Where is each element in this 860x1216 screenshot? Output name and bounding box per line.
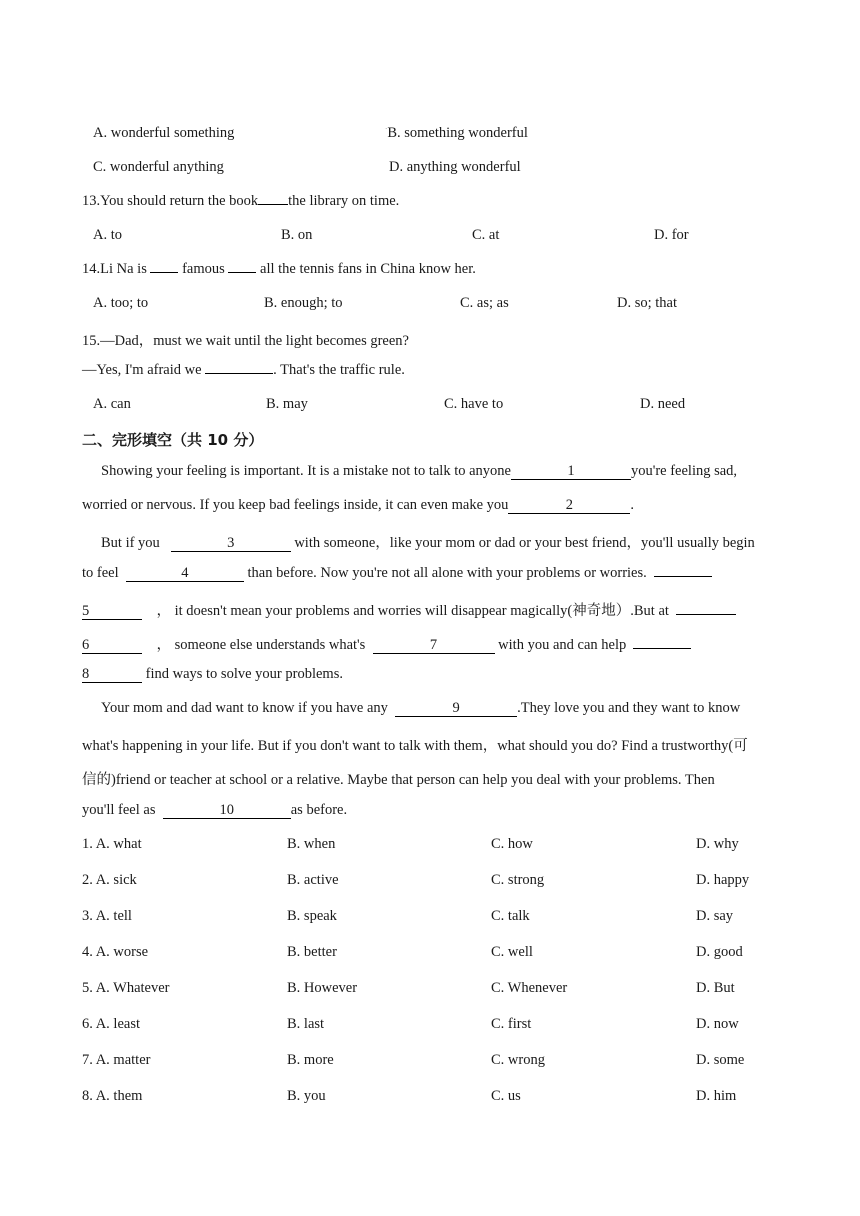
- q14-stem: [82, 261, 476, 278]
- cloze-option-2-a: 2. A. sick: [82, 872, 137, 888]
- passage-p1-line-1: [101, 463, 737, 480]
- cloze-option-5-d: D. But: [696, 980, 735, 996]
- passage-text: to feel: [82, 565, 119, 581]
- cloze-option-6-b: B. last: [287, 1016, 325, 1032]
- cloze-option-4-d: D. good: [696, 944, 743, 960]
- passage-text: as before.: [290, 802, 348, 818]
- cloze-blank-5-start: [654, 576, 712, 577]
- q14-option-b: B. enough; to: [264, 295, 343, 311]
- passage-text: .They love you and they want to know: [517, 700, 741, 716]
- q13-option-d: D. for: [654, 227, 689, 243]
- passage-text: find ways to solve your problems.: [145, 666, 343, 682]
- q12-option-b: [385, 125, 528, 142]
- passage-p2-line-5: [82, 666, 343, 683]
- passage-text: you're feeling sad,: [630, 463, 738, 479]
- passage-p3-line-3: 信的)friend or teacher at school or a relative. Maybe that person can help you deal with your problems. Then: [82, 772, 715, 788]
- cloze-option-1-a: 1. A. what: [82, 836, 142, 852]
- q14-stem-b: famous: [182, 261, 225, 277]
- cloze-option-4-c: C. well: [491, 944, 533, 960]
- cloze-option-4-b: B. better: [287, 944, 337, 960]
- cloze-option-1-c: C. how: [491, 836, 533, 852]
- passage-p2-line-4: [82, 633, 691, 654]
- passage-p2-line-3: [82, 599, 736, 620]
- passage-p3-line-4: [82, 802, 347, 819]
- passage-text: than before. Now you're not all alone with your problems or worries.: [247, 565, 647, 581]
- passage-text: But if you: [101, 535, 160, 551]
- cloze-blank-5: 5: [82, 603, 142, 620]
- cloze-option-2-d: D. happy: [696, 872, 750, 888]
- q15-option-b: B. may: [266, 396, 308, 412]
- q14-option-d: D. so; that: [617, 295, 678, 311]
- cloze-blank-6-start: [676, 614, 736, 615]
- q13-option-a: A. to: [93, 227, 122, 243]
- passage-text: .: [630, 497, 635, 513]
- q13-stem: [82, 193, 399, 210]
- cloze-option-6-d: D. now: [696, 1016, 739, 1032]
- section-2-heading: 二、完形填空（共 10 分）: [82, 431, 264, 449]
- passage-p3-line-2: what's happening in your life. But if you don't want to talk with them，what should you do? Find a trustworthy(可: [82, 738, 748, 754]
- passage-text: Showing your feeling is important. It is a mistake not to talk to anyone: [101, 463, 511, 479]
- cloze-option-3-a: 3. A. tell: [82, 908, 132, 924]
- q14-blank-1: [150, 272, 178, 273]
- passage-p2-line-1: [101, 531, 755, 552]
- cloze-blank-8-start: [633, 648, 691, 649]
- cloze-option-8-b: B. you: [287, 1088, 326, 1104]
- cloze-option-3-c: C. talk: [491, 908, 530, 924]
- passage-p1-line-2: [82, 497, 634, 514]
- cloze-option-8-c: C. us: [491, 1088, 521, 1104]
- cloze-option-4-a: 4. A. worse: [82, 944, 149, 960]
- cloze-option-6-a: 6. A. least: [82, 1016, 140, 1032]
- q12-option-c: C. wonderful anything: [93, 159, 224, 175]
- mark-icon: ·: [385, 125, 388, 133]
- q15-blank: [205, 373, 273, 374]
- q14-option-a: A. too; to: [93, 295, 149, 311]
- passage-text: ， it doesn't mean your problems and worries will disappear magically(神奇地）.But at: [156, 603, 669, 619]
- cloze-option-5-b: B. However: [287, 980, 358, 996]
- q13-stem-a: 13.You should return the book: [82, 193, 259, 209]
- q14-stem-a: 14.Li Na is: [82, 261, 147, 277]
- cloze-option-7-c: C. wrong: [491, 1052, 545, 1068]
- cloze-option-8-a: 8. A. them: [82, 1088, 143, 1104]
- q15-line-2: [82, 362, 405, 379]
- cloze-option-3-b: B. speak: [287, 908, 337, 924]
- q12-option-b-text: B. something wonderful: [387, 125, 528, 141]
- cloze-option-1-b: B. when: [287, 836, 336, 852]
- passage-p3-line-1: [101, 700, 740, 717]
- cloze-blank-4: 4: [126, 565, 244, 582]
- passage-text: with you and can help: [498, 637, 627, 653]
- passage-text: you'll feel as: [82, 802, 156, 818]
- cloze-option-8-d: D. him: [696, 1088, 737, 1104]
- q13-blank: [258, 204, 288, 205]
- cloze-blank-8: 8: [82, 666, 142, 683]
- cloze-blank-9: 9: [395, 700, 517, 717]
- passage-text: worried or nervous. If you keep bad feelings inside, it can even make you: [82, 497, 509, 513]
- q13-stem-b: the library on time.: [288, 193, 400, 209]
- q15-line-2-a: —Yes, I'm afraid we: [82, 362, 202, 378]
- cloze-blank-6: 6: [82, 637, 142, 654]
- q13-option-b: B. on: [281, 227, 313, 243]
- cloze-option-1-d: D. why: [696, 836, 739, 852]
- passage-text: Your mom and dad want to know if you have any: [101, 700, 388, 716]
- cloze-option-7-b: B. more: [287, 1052, 334, 1068]
- cloze-option-3-d: D. say: [696, 908, 734, 924]
- q14-stem-c: all the tennis fans in China know her.: [260, 261, 476, 277]
- cloze-blank-2: 2: [508, 497, 630, 514]
- cloze-option-6-c: C. first: [491, 1016, 532, 1032]
- q14-option-c: C. as; as: [460, 295, 509, 311]
- cloze-option-7-a: 7. A. matter: [82, 1052, 151, 1068]
- cloze-blank-7: 7: [373, 637, 495, 654]
- q15-line-1: 15.—Dad，must we wait until the light becomes green?: [82, 333, 409, 349]
- passage-text: ， someone else understands what's: [156, 637, 366, 653]
- cloze-blank-3: 3: [171, 535, 291, 552]
- cloze-option-2-c: C. strong: [491, 872, 545, 888]
- cloze-option-2-b: B. active: [287, 872, 339, 888]
- q15-option-d: D. need: [640, 396, 686, 412]
- q12-option-a: A. wonderful something: [93, 125, 235, 141]
- passage-text: with someone，like your mom or dad or your best friend，you'll usually begin: [294, 535, 755, 551]
- q15-option-a: A. can: [93, 396, 131, 412]
- passage-p2-line-2: [82, 565, 712, 582]
- q15-option-c: C. have to: [444, 396, 504, 412]
- cloze-blank-1: 1: [511, 463, 631, 480]
- q14-blank-2: [228, 272, 256, 273]
- q15-line-2-b: . That's the traffic rule.: [273, 362, 405, 378]
- q12-option-d: D. anything wonderful: [389, 159, 521, 175]
- cloze-option-7-d: D. some: [696, 1052, 745, 1068]
- cloze-option-5-a: 5. A. Whatever: [82, 980, 170, 996]
- q13-option-c: C. at: [472, 227, 500, 243]
- cloze-option-5-c: C. Whenever: [491, 980, 568, 996]
- cloze-blank-10: 10: [163, 802, 291, 819]
